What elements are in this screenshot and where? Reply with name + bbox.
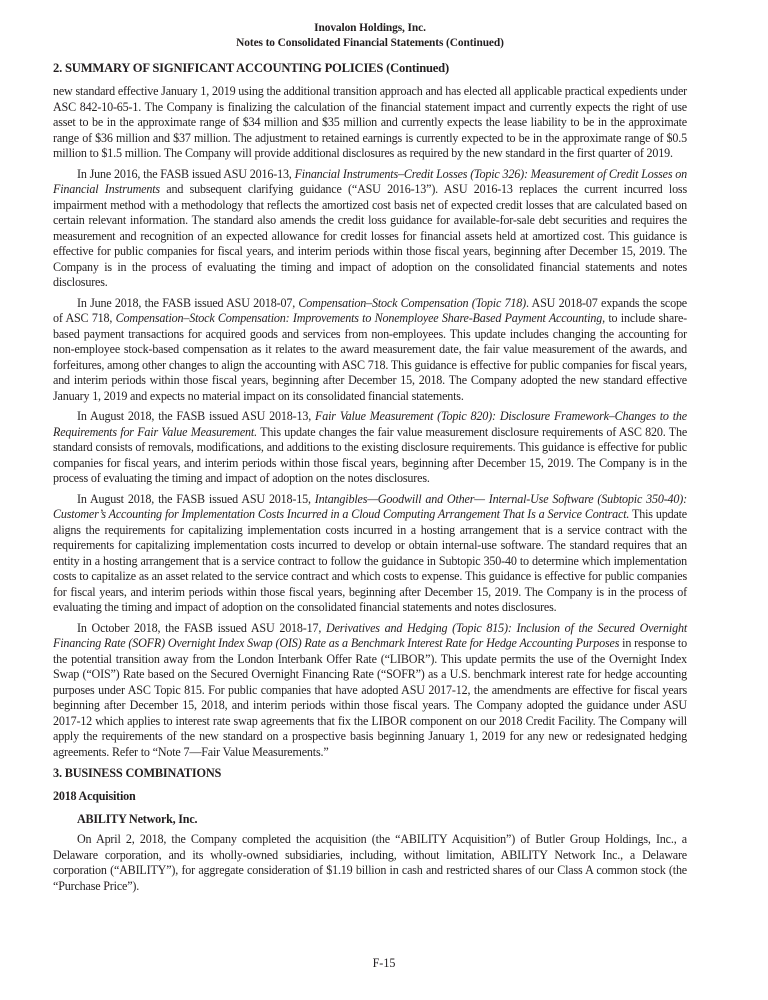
italic-title: Compensation–Stock Compensation (Topic 718)	[298, 295, 526, 310]
document-page	[53, 0, 687, 894]
paragraph-asu-2016-13	[53, 167, 687, 291]
text: to include share-based payment transactions for acquired goods and services from non-employees. This update includes changing the accounting for non-employee stock-based compensation as it relates to the award measurement date, the fair value measurement of the awards, and forfeitures, among other changes to align the accounting with ASC 718. This guidance is effective for public companies for fiscal years, and interim periods within those fiscal years, beginning after December 15, 2018. The Company adopted the new standard effective January 1, 2019 and expects no material impact on its consolidated financial statements.	[53, 311, 687, 403]
text: This update aligns the requirements for capitalizing implementation costs incurred in a hosting arrangement that is a service contract with the requirements for capitalizing implementation costs incurred to develop or obtain internal-use software. The standard requires that an entity in a hosting arrangement that is a service contract to follow the guidance in Subtopic 350-40 to determine which implementation costs to capitalize as an asset related to the service contract and which costs to expense. This guidance is effective for public companies for fiscal years, and interim periods within those fiscal years, beginning after December 15, 2019. The Company is in the process of evaluating the timing and impact of adoption on the consolidated financial statements and notes disclosures.	[53, 507, 687, 614]
paragraph-asu-2018-15	[53, 492, 687, 616]
italic-title: Derivatives and Hedging (Topic 815): Inclusion of the Secured Overnight Financing Rate (SOFR) Overnight Index Swap (OIS) Rate as a Benchmark Interest Rate for Hedge Accounting Purposes	[53, 620, 687, 650]
document-subtitle: Notes to Consolidated Financial Statements (Continued)	[236, 37, 504, 49]
page-number: F-15	[372, 956, 396, 970]
section-2-title: 2. SUMMARY OF SIGNIFICANT ACCOUNTING POLICIES (Continued)	[53, 61, 449, 75]
italic-title: Fair Value Measurement (Topic 820): Disclosure Framework–Changes to the Requirements for Fair Value Measurement.	[53, 409, 687, 439]
italic-title: Intangibles—Goodwill and Other— Internal-Use Software (Subtopic 350-40): Customer’s Accounting for Implementation Costs Incurred in a Cloud Computing Arrangement That Is a Service Contract.	[53, 491, 687, 521]
italic-title: Compensation–Stock Compensation: Improvements to Nonemployee Share-Based Payment Accounting,	[115, 311, 605, 325]
text: . ASU 2018-07 expands the scope of ASC 718,	[53, 295, 688, 325]
company-name: Inovalon Holdings, Inc.	[314, 22, 426, 34]
text: In June 2016, the FASB issued ASU 2016-13,	[77, 166, 295, 181]
text: and subsequent clarifying guidance (“ASU 2016-13”). ASU 2016-13 replaces the current incurred loss impairment method with a methodology that reflects the amortized cost basis net of expected credit losses that are calculated based on certain relevant information. The standard also amends the credit loss guidance for available-for-sale debt securities and requires the measurement and recognition of an expected allowance for credit losses for financial assets held at amortized cost. This guidance is effective for public companies for fiscal years, and interim periods within those fiscal years, beginning after December 15, 2019. The Company is in the process of evaluating the timing and impact of adoption on the consolidated financial statements and notes disclosures.	[53, 182, 687, 289]
text: In August 2018, the FASB issued ASU 2018-13,	[77, 409, 316, 423]
text: in response to the potential transition away from the London Interbank Offer Rate (“LIBOR”). This update permits the use of the Overnight Index Swap (“OIS”) Rate based on the Secured Overnight Financing Rate (“SOFR”) as a U.S. benchmark interest rate for hedge accounting purposes under ASC Topic 815. For public companies that have adopted ASU 2017-12, the amendments are effective for fiscal years beginning after December 15, 2018, and interim periods within those fiscal years. The Company adopted the guidance under ASU 2017-12 which applies to interest rate swap agreements that fix the LIBOR component on our 2018 Credit Facility. The Company will apply the requirements of the new standard on a prospective basis beginning January 1, 2019 for any new or redesignated hedging agreements. Refer to “Note 7—Fair Value Measurements.”	[53, 636, 687, 759]
italic-title: Financial Instruments–Credit Losses (Topic 326): Measurement of Credit Losses on Financial Instruments	[53, 166, 688, 196]
text: In August 2018, the FASB issued ASU 2018-15,	[77, 491, 315, 506]
paragraph-asu-2018-13	[53, 409, 687, 487]
paragraph-ability-acquisition: On April 2, 2018, the Company completed the acquisition (the “ABILITY Acquisition”) of Butler Group Holdings, Inc., a Delaware corporation, and its wholly-owned subsidiaries, including, without limitation, ABILITY Network Inc., a Delaware corporation (“ABILITY”), for aggregate consideration of $1.19 billion in cash and restricted shares of our Class A common stock (the “Purchase Price”).	[53, 832, 687, 893]
text: In June 2018, the FASB issued ASU 2018-07,	[77, 295, 299, 310]
paragraph-asu-2018-07	[53, 296, 687, 405]
subheading-ability-network: ABILITY Network, Inc.	[77, 812, 198, 826]
text: This update changes the fair value measurement disclosure requirements of ASC 820. The standard consists of removals, modifications, and additions to the existing disclosure requirements. This guidance is effective for public companies for fiscal years, and interim periods within those fiscal years, beginning after December 15, 2019. The Company is in the process of evaluating the timing and impact of adoption on the notes disclosures.	[53, 424, 688, 485]
section-3-title: 3. BUSINESS COMBINATIONS	[53, 766, 222, 780]
paragraph-lease-standard: new standard effective January 1, 2019 using the additional transition approach and has elected all applicable practical expedients under ASC 842-10-65-1. The Company is finalizing the calculation of the financial statement impact and currently expects the right of use asset to be in the approximate range of $34 million and $35 million and currently expects the lease liability to be in the approximate range of $36 million and $37 million. The adjustment to retained earnings is currently expected to be in the approximate range of $0.5 million to $1.5 million. The Company will provide additional disclosures as required by the new standard in the first quarter of 2019.	[53, 84, 687, 160]
text: In October 2018, the FASB issued ASU 2018-17,	[77, 620, 327, 635]
paragraph-asu-2018-17	[53, 621, 687, 761]
subheading-2018-acquisition: 2018 Acquisition	[53, 789, 136, 803]
